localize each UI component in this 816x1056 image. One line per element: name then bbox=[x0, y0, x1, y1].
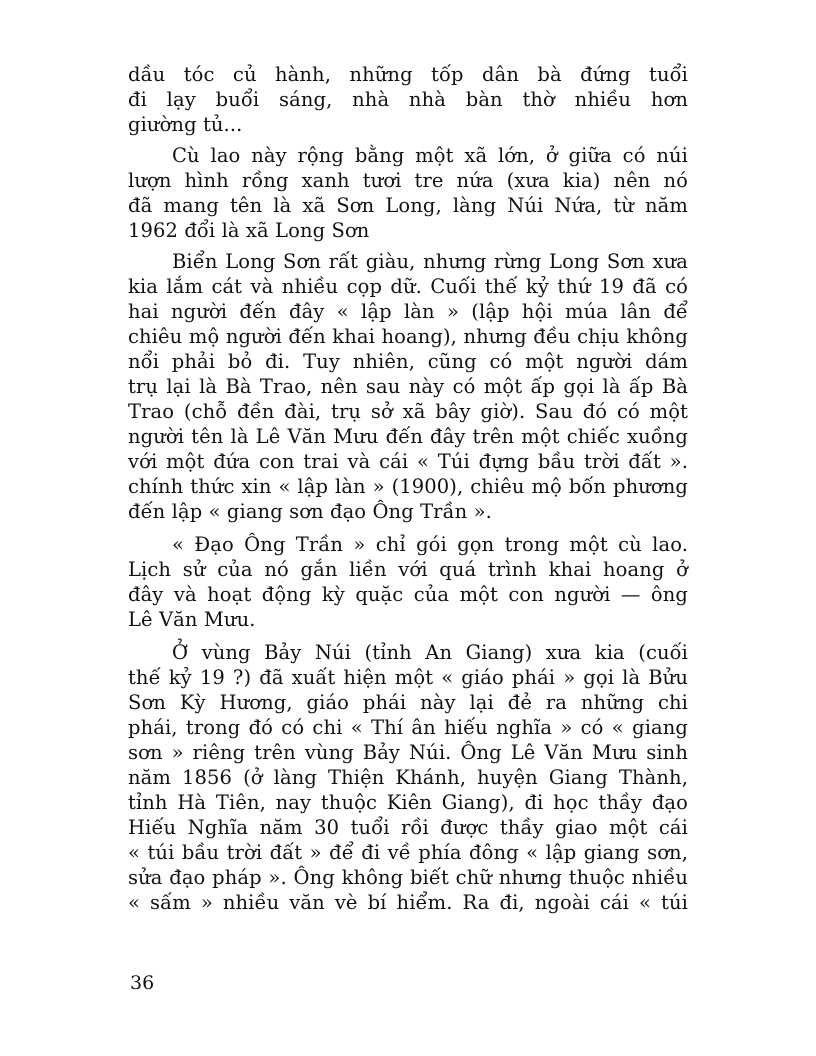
text-line: chính thức xin « lập làn » (1900), chiêu mộ bốn phương bbox=[128, 475, 688, 498]
text-line: năm 1856 (ở làng Thiện Khánh, huyện Giang Thành, bbox=[128, 766, 688, 789]
text-line: 1962 đổi là xã Long Sơn bbox=[128, 219, 370, 242]
text-line: đến lập « giang sơn đạo Ông Trần ». bbox=[128, 500, 492, 523]
text-line: dầu tóc củ hành, những tốp dân bà đứng tuổi bbox=[128, 63, 688, 86]
paragraph-5 bbox=[128, 640, 688, 915]
text-line: kia lắm cát và nhiều cọp dữ. Cuối thế kỷ thứ 19 đã có bbox=[128, 275, 688, 298]
text-line: Sơn Kỳ Hương, giáo phái này lại đẻ ra những chi bbox=[128, 691, 688, 714]
page-number: 36 bbox=[130, 972, 155, 994]
text-line: lượn hình rồng xanh tươi tre nứa (xưa kia) nên nó bbox=[128, 169, 688, 192]
text-line: tỉnh Hà Tiên, nay thuộc Kiên Giang), đi học thầy đạo bbox=[128, 791, 688, 814]
text-line: đi lạy buổi sáng, nhà nhà bàn thờ nhiều hơn bbox=[128, 88, 688, 111]
text-line: Lê Văn Mưu. bbox=[128, 608, 256, 631]
text-line: với một đứa con trai và cái « Túi đựng bầu trời đất ». bbox=[128, 450, 688, 473]
paragraph-1 bbox=[128, 62, 688, 137]
paragraph-4 bbox=[128, 532, 688, 632]
text-line: Cù lao này rộng bằng một xã lớn, ở giữa có núi bbox=[172, 144, 688, 167]
text-line: « túi bầu trời đất » để đi về phía đông « lập giang sơn, bbox=[128, 841, 688, 864]
text-line: phái, trong đó có chi « Thí ân hiếu nghĩa » có « giang bbox=[128, 716, 688, 739]
paragraph-3 bbox=[128, 249, 688, 524]
text-line: Hiếu Nghĩa năm 30 tuổi rồi được thầy giao một cái bbox=[128, 816, 688, 839]
text-line: người tên là Lê Văn Mưu đến đây trên một chiếc xuồng bbox=[128, 425, 688, 448]
text-line: sửa đạo pháp ». Ông không biết chữ nhưng thuộc nhiều bbox=[128, 866, 688, 889]
text-line: giường tủ... bbox=[128, 113, 243, 136]
text-line: sơn » riêng trên vùng Bảy Núi. Ông Lê Văn Mưu sinh bbox=[128, 741, 688, 764]
text-line: « Đạo Ông Trần » chỉ gói gọn trong một cù lao. bbox=[172, 533, 688, 556]
text-line: chiêu mộ người đến khai hoang), nhưng đều chịu không bbox=[128, 325, 688, 348]
text-line: trụ lại là Bà Trao, nên sau này có một ấp gọi là ấp Bà bbox=[128, 375, 688, 398]
page-body bbox=[128, 62, 688, 921]
text-line: « sấm » nhiều văn vè bí hiểm. Ra đi, ngoài cái « túi bbox=[128, 891, 688, 914]
text-line: đã mang tên là xã Sơn Long, làng Núi Nứa, từ năm bbox=[128, 194, 688, 217]
text-line: Trao (chỗ đền đài, trụ sở xã bây giờ). Sau đó có một bbox=[128, 400, 688, 423]
text-line: hai người đến đây « lập làn » (lập hội múa lân để bbox=[128, 300, 688, 323]
text-line: nổi phải bỏ đi. Tuy nhiên, cũng có một người dám bbox=[128, 350, 688, 373]
text-line: thế kỷ 19 ?) đã xuất hiện một « giáo phái » gọi là Bửu bbox=[128, 666, 688, 689]
text-line: Biển Long Sơn rất giàu, nhưng rừng Long Sơn xưa bbox=[172, 250, 688, 273]
text-line: đây và hoạt động kỳ quặc của một con người — ông bbox=[128, 583, 688, 606]
text-line: Ở vùng Bảy Núi (tỉnh An Giang) xưa kia (cuối bbox=[172, 641, 688, 664]
paragraph-2 bbox=[128, 143, 688, 243]
text-line: Lịch sử của nó gắn liền với quá trình khai hoang ở bbox=[128, 558, 688, 581]
